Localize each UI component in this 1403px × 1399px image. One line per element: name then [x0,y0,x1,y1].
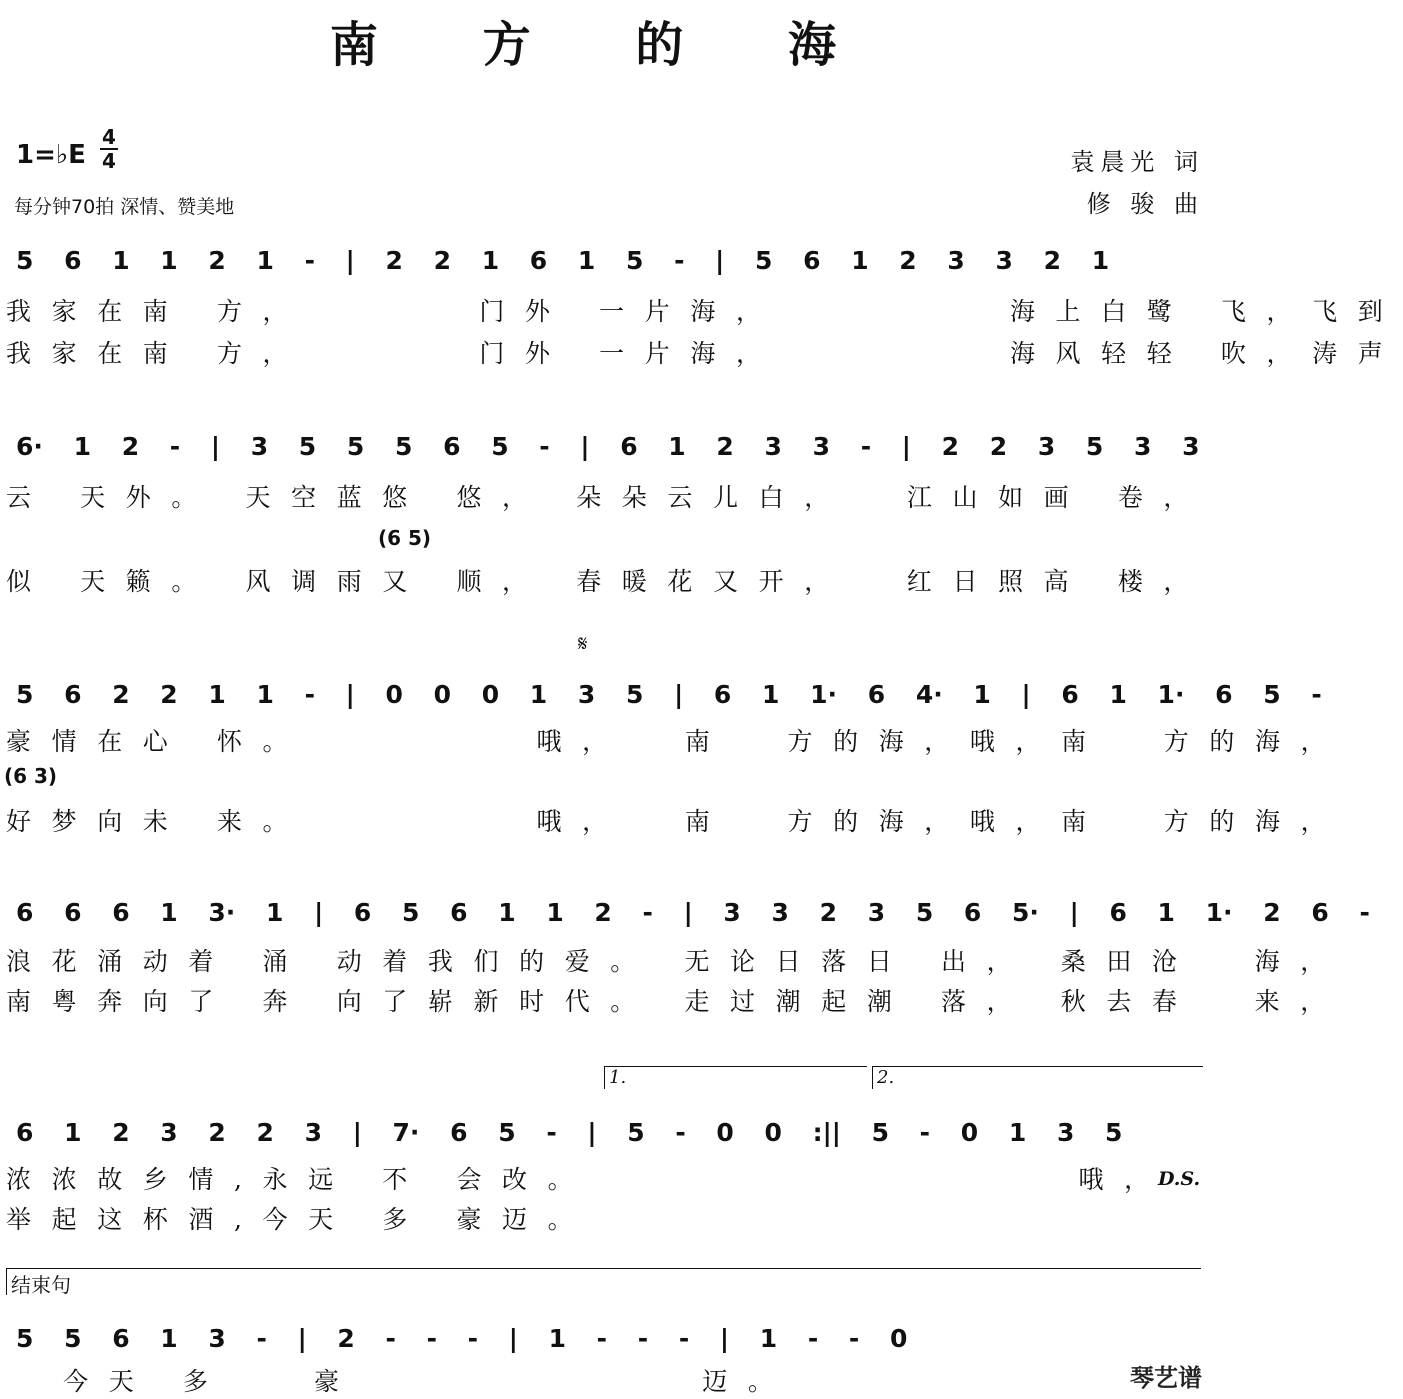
site-logo: 琴艺谱 [1130,1364,1202,1392]
key-signature: 1=♭E [16,140,86,170]
notes-line-6: 5 5 6 1 3 - | 2 - - - | 1 - - - | 1 - - 0 [16,1324,908,1353]
lyrics-4b: 南粤奔向了 奔 向了崭新时代。 走过潮起潮 落， 秋去春 来， [6,987,1346,1016]
alt-note-2: (6 5) [378,526,432,550]
lyrics-3a: 豪情在心 怀。 哦， 南 方的海，哦，南 方的海， [6,727,1347,756]
lyrics-6: 今天 多 豪 迈。 [6,1367,794,1396]
ending-label: 结束句 [6,1268,1201,1295]
composer-credit: 修 骏 曲 [1086,190,1204,218]
alt-note-3: (6 3) [4,764,58,788]
lyrics-2a: 云 天外。 天空蓝悠 悠， 朵朵云儿白， 江山如画 卷， [6,483,1210,512]
lyrics-1a: 我家在南 方， 门外 一片海， 海上白鹭 飞，飞到 [6,297,1403,326]
notes-line-2: 6· 1 2 - | 3 5 5 5 6 5 - | 6 1 2 3 3 - | 2 2 3 5 3 3 [16,432,1200,461]
time-signature-top: 4 [102,125,116,149]
song-title: 南 方 的 海 [329,17,881,73]
lyrics-5b: 举起这杯酒,今天 多 豪迈。 [6,1205,594,1234]
lyrics-4a: 浪花涌动着 涌 动着我们的爱。 无论日落日 出， 桑田沧 海， [6,947,1346,976]
lyrics-5a: 浓浓故乡情,永远 不 会改。 哦， [6,1165,1170,1194]
lyrics-1b: 我家在南 方， 门外 一片海， 海风轻轻 吹，涛声 [6,339,1403,368]
ds-marking: D.S. [1158,1168,1201,1190]
tempo-marking: 每分钟70拍 深情、赞美地 [14,196,235,218]
notes-line-5: 6 1 2 3 2 2 3 | 7· 6 5 - | 5 - 0 0 :|| 5 - 0 1 3 5 [16,1118,1123,1147]
volta-1: 1. [604,1066,867,1089]
lyrics-2b: 似 天籁。 风调雨又 顺， 春暖花又开， 红日照高 楼， [6,567,1210,596]
time-signature-bottom: 4 [102,149,116,173]
notes-line-4: 6 6 6 1 3· 1 | 6 5 6 1 1 2 - | 3 3 2 3 5 6 5· | 6 1 1· 2 6 - [16,898,1370,927]
notes-line-1: 5 6 1 1 2 1 - | 2 2 1 6 1 5 - | 5 6 1 2 3 3 2 1 [16,246,1110,275]
lyrics-3b: 好梦向未 来。 哦， 南 方的海，哦，南 方的海， [6,807,1347,836]
volta-2: 2. [872,1066,1203,1089]
segno-sign: 𝄋 [578,632,588,657]
notes-line-3: 5 6 2 2 1 1 - | 0 0 0 1 3 5 | 6 1 1· 6 4· 1 | 6 1 1· 6 5 - [16,680,1322,709]
time-signature [100,126,118,172]
lyricist-credit: 袁晨光 词 [1070,148,1204,176]
